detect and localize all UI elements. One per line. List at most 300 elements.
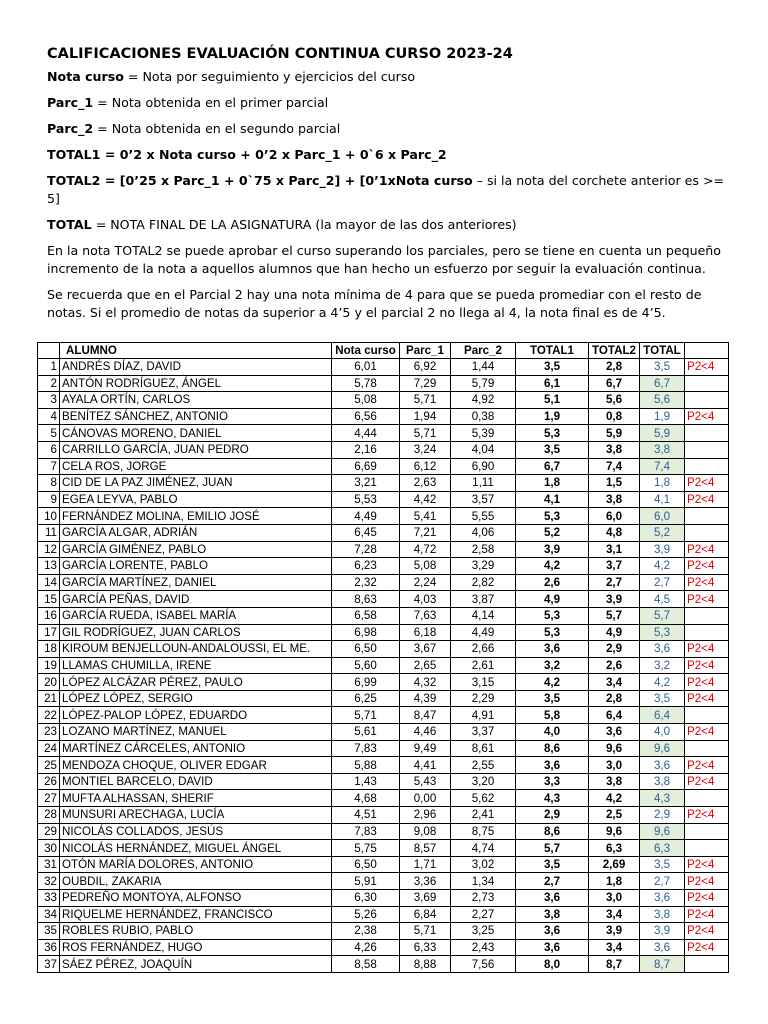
total-cell: 8,7: [640, 956, 685, 973]
flag-cell: P2<4: [685, 475, 729, 492]
nota-curso-cell: 8,63: [332, 591, 400, 608]
row-index: 37: [38, 956, 60, 973]
row-index: 28: [38, 807, 60, 824]
total1-cell: 6,7: [516, 458, 589, 475]
parc1-cell: 4,41: [400, 757, 451, 774]
student-name: GARCÍA GIMÉNEZ, PABLO: [60, 541, 332, 558]
row-index: 17: [38, 624, 60, 641]
parc2-cell: 5,79: [451, 375, 516, 392]
row-index: 23: [38, 724, 60, 741]
total2-cell: 2,5: [589, 807, 640, 824]
student-name: OTÓN MARÍA DOLORES, ANTONIO: [60, 856, 332, 873]
col-total1-header: TOTAL1: [516, 343, 589, 359]
student-name: ANTÓN RODRÍGUEZ, ÁNGEL: [60, 375, 332, 392]
nota-curso-cell: 7,28: [332, 541, 400, 558]
total2-cell: 2,69: [589, 856, 640, 873]
row-index: 15: [38, 591, 60, 608]
total1-cell: 3,5: [516, 359, 589, 376]
parc2-cell: 2,73: [451, 890, 516, 907]
parc2-cell: 2,55: [451, 757, 516, 774]
table-row: [38, 923, 729, 940]
document-title: CALIFICACIONES EVALUACIÓN CONTINUA CURSO 2023-24: [47, 46, 513, 62]
parc2-cell: 4,06: [451, 524, 516, 541]
parc2-cell: 4,74: [451, 840, 516, 857]
nota-curso-cell: 6,30: [332, 890, 400, 907]
total1-cell: 4,3: [516, 790, 589, 807]
flag-cell: P2<4: [685, 591, 729, 608]
total-cell: 6,7: [640, 375, 685, 392]
nota-curso-cell: 5,53: [332, 491, 400, 508]
student-name: ROBLES RUBIO, PABLO: [60, 923, 332, 940]
total1-cell: 5,3: [516, 624, 589, 641]
total2-cell: 9,6: [589, 823, 640, 840]
row-index: 18: [38, 641, 60, 658]
formula-total1-text: TOTAL1 = 0’2 x Nota curso + 0’2 x Parc_1 + 0`6 x Parc_2: [47, 147, 447, 162]
nota-curso-cell: 1,43: [332, 773, 400, 790]
student-name: LLAMAS CHUMILLA, IRENE: [60, 657, 332, 674]
total1-cell: 3,6: [516, 641, 589, 658]
flag-cell: P2<4: [685, 541, 729, 558]
parc2-cell: 4,14: [451, 607, 516, 624]
def-term: Parc_1: [47, 95, 94, 110]
parc1-cell: 4,42: [400, 491, 451, 508]
flag-cell: P2<4: [685, 674, 729, 691]
total-cell: 3,8: [640, 441, 685, 458]
formula-total2-bold: TOTAL2 = [0’25 x Parc_1 + 0`75 x Parc_2] + [0’1xNota curso: [47, 173, 473, 188]
row-index: 24: [38, 740, 60, 757]
total2-cell: 1,5: [589, 475, 640, 492]
total-cell: 2,7: [640, 574, 685, 591]
nota-curso-cell: 6,58: [332, 607, 400, 624]
nota-curso-cell: 6,69: [332, 458, 400, 475]
student-name: AYALA ORTÍN, CARLOS: [60, 392, 332, 409]
total-cell: 1,8: [640, 475, 685, 492]
student-name: CÁNOVAS MORENO, DANIEL: [60, 425, 332, 442]
total2-cell: 3,8: [589, 441, 640, 458]
parc1-cell: 4,39: [400, 690, 451, 707]
total1-cell: 3,5: [516, 441, 589, 458]
parc2-cell: 2,82: [451, 574, 516, 591]
parc2-cell: 4,91: [451, 707, 516, 724]
parc1-cell: 9,08: [400, 823, 451, 840]
def-text: = Nota por seguimiento y ejercicios del curso: [123, 69, 416, 84]
student-name: GARCÍA RUEDA, ISABEL MARÍA: [60, 607, 332, 624]
total2-cell: 8,7: [589, 956, 640, 973]
total2-cell: 0,8: [589, 408, 640, 425]
total2-cell: 7,4: [589, 458, 640, 475]
parc2-cell: 1,11: [451, 475, 516, 492]
total-cell: 2,9: [640, 807, 685, 824]
note-paragraph-1: En la nota TOTAL2 se puede aprobar el curso superando los parciales, pero se tiene en cuenta un pequeño incremento de la nota a aquellos alumnos que han hecho un esfuerzo por seguir la evaluación continua.: [47, 243, 721, 276]
row-index: 21: [38, 690, 60, 707]
total1-cell: 3,6: [516, 757, 589, 774]
flag-cell: [685, 790, 729, 807]
flag-cell: [685, 375, 729, 392]
nota-curso-cell: 8,58: [332, 956, 400, 973]
total-cell: 9,6: [640, 740, 685, 757]
total2-cell: 1,8: [589, 873, 640, 890]
total1-cell: 4,2: [516, 558, 589, 575]
total1-cell: 5,3: [516, 607, 589, 624]
def-term: TOTAL: [47, 217, 92, 232]
table-row: [38, 823, 729, 840]
parc1-cell: 6,18: [400, 624, 451, 641]
total1-cell: 1,9: [516, 408, 589, 425]
total-cell: 3,8: [640, 906, 685, 923]
student-name: MENDOZA CHOQUE, OLIVER EDGAR: [60, 757, 332, 774]
col-alumno-header: ALUMNO: [60, 343, 332, 359]
nota-curso-cell: 4,26: [332, 939, 400, 956]
nota-curso-cell: 4,44: [332, 425, 400, 442]
total2-cell: 3,6: [589, 724, 640, 741]
table-row: [38, 475, 729, 492]
parc2-cell: 2,43: [451, 939, 516, 956]
total2-cell: 3,8: [589, 491, 640, 508]
total-cell: 6,0: [640, 508, 685, 525]
total2-cell: 2,9: [589, 641, 640, 658]
parc1-cell: 4,46: [400, 724, 451, 741]
row-index: 33: [38, 890, 60, 907]
total1-cell: 3,6: [516, 939, 589, 956]
student-name: NICOLÁS COLLADOS, JESÚS: [60, 823, 332, 840]
total-cell: 3,5: [640, 690, 685, 707]
table-row: [38, 558, 729, 575]
nota-curso-cell: 2,38: [332, 923, 400, 940]
def-nota-curso: [47, 68, 737, 86]
table-row: [38, 657, 729, 674]
total2-cell: 3,7: [589, 558, 640, 575]
total1-cell: 3,8: [516, 906, 589, 923]
parc2-cell: 5,62: [451, 790, 516, 807]
table-row: [38, 458, 729, 475]
student-name: GARCÍA PEÑAS, DAVID: [60, 591, 332, 608]
flag-cell: P2<4: [685, 657, 729, 674]
nota-curso-cell: 6,50: [332, 856, 400, 873]
flag-cell: [685, 740, 729, 757]
student-name: CARRILLO GARCÍA, JUAN PEDRO: [60, 441, 332, 458]
parc2-cell: 4,04: [451, 441, 516, 458]
table-row: [38, 375, 729, 392]
parc2-cell: 2,29: [451, 690, 516, 707]
table-row: [38, 740, 729, 757]
parc1-cell: 3,36: [400, 873, 451, 890]
total-cell: 4,5: [640, 591, 685, 608]
total1-cell: 8,6: [516, 823, 589, 840]
table-row: [38, 674, 729, 691]
total-cell: 6,3: [640, 840, 685, 857]
flag-cell: [685, 425, 729, 442]
total-cell: 3,6: [640, 939, 685, 956]
parc2-cell: 3,57: [451, 491, 516, 508]
parc2-cell: 3,87: [451, 591, 516, 608]
parc1-cell: 3,24: [400, 441, 451, 458]
nota-curso-cell: 6,50: [332, 641, 400, 658]
table-row: [38, 939, 729, 956]
total1-cell: 2,6: [516, 574, 589, 591]
flag-cell: P2<4: [685, 757, 729, 774]
parc2-cell: 2,58: [451, 541, 516, 558]
nota-curso-cell: 2,16: [332, 441, 400, 458]
row-index: 7: [38, 458, 60, 475]
table-row: [38, 591, 729, 608]
nota-curso-cell: 4,51: [332, 807, 400, 824]
nota-curso-cell: 5,08: [332, 392, 400, 409]
total-cell: 5,3: [640, 624, 685, 641]
student-name: SÁEZ PÉREZ, JOAQUÍN: [60, 956, 332, 973]
row-index: 11: [38, 524, 60, 541]
total-cell: 3,6: [640, 757, 685, 774]
table-row: [38, 956, 729, 973]
nota-curso-cell: 6,23: [332, 558, 400, 575]
table-header-row: [38, 343, 729, 359]
col-total-header: TOTAL: [640, 343, 685, 359]
flag-cell: P2<4: [685, 558, 729, 575]
total1-cell: 3,6: [516, 923, 589, 940]
parc1-cell: 2,96: [400, 807, 451, 824]
def-term: Parc_2: [47, 121, 94, 136]
total2-cell: 3,8: [589, 773, 640, 790]
table-row: [38, 491, 729, 508]
total2-cell: 4,9: [589, 624, 640, 641]
total2-cell: 3,4: [589, 939, 640, 956]
total2-cell: 3,1: [589, 541, 640, 558]
parc2-cell: 5,55: [451, 508, 516, 525]
table-row: [38, 757, 729, 774]
nota-curso-cell: 6,56: [332, 408, 400, 425]
parc2-cell: 3,20: [451, 773, 516, 790]
total1-cell: 3,5: [516, 690, 589, 707]
total-cell: 3,5: [640, 856, 685, 873]
flag-cell: P2<4: [685, 873, 729, 890]
parc2-cell: 3,02: [451, 856, 516, 873]
total1-cell: 3,6: [516, 890, 589, 907]
flag-cell: [685, 823, 729, 840]
row-index: 31: [38, 856, 60, 873]
parc2-cell: 0,38: [451, 408, 516, 425]
student-name: FERNÁNDEZ MOLINA, EMILIO JOSÉ: [60, 508, 332, 525]
student-name: GARCÍA MARTÍNEZ, DANIEL: [60, 574, 332, 591]
student-name: KIROUM BENJELLOUN-ANDALOUSSI, EL ME.: [60, 641, 332, 658]
total1-cell: 5,7: [516, 840, 589, 857]
parc2-cell: 3,15: [451, 674, 516, 691]
nota-curso-cell: 5,75: [332, 840, 400, 857]
total-cell: 6,4: [640, 707, 685, 724]
table-row: [38, 624, 729, 641]
total-cell: 9,6: [640, 823, 685, 840]
student-name: RIQUELME HERNÁNDEZ, FRANCISCO: [60, 906, 332, 923]
parc1-cell: 5,43: [400, 773, 451, 790]
student-name: PEDREÑO MONTOYA, ALFONSO: [60, 890, 332, 907]
total-cell: 3,6: [640, 641, 685, 658]
nota-curso-cell: 5,88: [332, 757, 400, 774]
row-index: 10: [38, 508, 60, 525]
parc1-cell: 2,63: [400, 475, 451, 492]
total2-cell: 2,6: [589, 657, 640, 674]
table-row: [38, 790, 729, 807]
row-index: 22: [38, 707, 60, 724]
col-flag-header: [685, 343, 729, 359]
table-row: [38, 773, 729, 790]
table-row: [38, 359, 729, 376]
student-name: MARTÍNEZ CÁRCELES, ANTONIO: [60, 740, 332, 757]
formula-total2: [47, 172, 737, 208]
parc1-cell: 5,71: [400, 392, 451, 409]
total2-cell: 3,9: [589, 591, 640, 608]
table-row: [38, 641, 729, 658]
parc1-cell: 6,33: [400, 939, 451, 956]
nota-curso-cell: 6,45: [332, 524, 400, 541]
document-header: [47, 46, 737, 322]
parc1-cell: 8,57: [400, 840, 451, 857]
total2-cell: 5,6: [589, 392, 640, 409]
def-parc2: [47, 120, 737, 138]
flag-cell: [685, 524, 729, 541]
parc2-cell: 8,61: [451, 740, 516, 757]
student-name: MONTIEL BARCELO, DAVID: [60, 773, 332, 790]
parc2-cell: 2,27: [451, 906, 516, 923]
student-name: NICOLÁS HERNÁNDEZ, MIGUEL ÁNGEL: [60, 840, 332, 857]
parc1-cell: 2,65: [400, 657, 451, 674]
student-name: GARCÍA ALGAR, ADRIÁN: [60, 524, 332, 541]
row-index: 30: [38, 840, 60, 857]
parc2-cell: 3,29: [451, 558, 516, 575]
row-index: 29: [38, 823, 60, 840]
nota-curso-cell: 6,25: [332, 690, 400, 707]
row-index: 5: [38, 425, 60, 442]
total-cell: 4,0: [640, 724, 685, 741]
flag-cell: P2<4: [685, 690, 729, 707]
total-cell: 4,2: [640, 558, 685, 575]
flag-cell: [685, 441, 729, 458]
total-cell: 5,2: [640, 524, 685, 541]
parc1-cell: 5,71: [400, 923, 451, 940]
parc1-cell: 2,24: [400, 574, 451, 591]
parc1-cell: 8,47: [400, 707, 451, 724]
student-name: MUNSURI ARECHAGA, LUCÍA: [60, 807, 332, 824]
flag-cell: P2<4: [685, 641, 729, 658]
student-name: LOZANO MARTÍNEZ, MANUEL: [60, 724, 332, 741]
total2-cell: 5,9: [589, 425, 640, 442]
student-name: ANDRÉS DÍAZ, DAVID: [60, 359, 332, 376]
table-row: [38, 840, 729, 857]
total2-cell: 6,3: [589, 840, 640, 857]
total-cell: 3,5: [640, 359, 685, 376]
flag-cell: [685, 458, 729, 475]
table-row: [38, 724, 729, 741]
nota-curso-cell: 3,21: [332, 475, 400, 492]
total1-cell: 8,6: [516, 740, 589, 757]
flag-cell: [685, 956, 729, 973]
row-index: 34: [38, 906, 60, 923]
nota-curso-cell: 6,01: [332, 359, 400, 376]
parc1-cell: 8,88: [400, 956, 451, 973]
total-cell: 5,9: [640, 425, 685, 442]
parc1-cell: 5,71: [400, 425, 451, 442]
flag-cell: [685, 840, 729, 857]
table-row: [38, 873, 729, 890]
flag-cell: P2<4: [685, 939, 729, 956]
total1-cell: 2,9: [516, 807, 589, 824]
flag-cell: P2<4: [685, 359, 729, 376]
total2-cell: 5,7: [589, 607, 640, 624]
flag-cell: P2<4: [685, 773, 729, 790]
nota-curso-cell: 5,71: [332, 707, 400, 724]
total2-cell: 6,7: [589, 375, 640, 392]
table-row: [38, 890, 729, 907]
table-row: [38, 441, 729, 458]
student-name: OUBDIL, ZAKARIA: [60, 873, 332, 890]
def-total: [47, 216, 737, 234]
row-index: 20: [38, 674, 60, 691]
parc2-cell: 2,66: [451, 641, 516, 658]
row-index: 4: [38, 408, 60, 425]
student-name: LÓPEZ LÓPEZ, SERGIO: [60, 690, 332, 707]
parc1-cell: 9,49: [400, 740, 451, 757]
parc2-cell: 4,92: [451, 392, 516, 409]
flag-cell: P2<4: [685, 890, 729, 907]
total1-cell: 3,2: [516, 657, 589, 674]
parc2-cell: 4,49: [451, 624, 516, 641]
row-index: 9: [38, 491, 60, 508]
total1-cell: 5,2: [516, 524, 589, 541]
flag-cell: [685, 624, 729, 641]
parc2-cell: 3,37: [451, 724, 516, 741]
def-term: Nota curso: [47, 69, 124, 84]
nota-curso-cell: 7,83: [332, 740, 400, 757]
total1-cell: 3,9: [516, 541, 589, 558]
nota-curso-cell: 5,78: [332, 375, 400, 392]
student-name: GARCÍA LORENTE, PABLO: [60, 558, 332, 575]
total-cell: 3,2: [640, 657, 685, 674]
parc1-cell: 4,03: [400, 591, 451, 608]
student-name: LÓPEZ-PALOP LÓPEZ, EDUARDO: [60, 707, 332, 724]
parc1-cell: 7,63: [400, 607, 451, 624]
total1-cell: 1,8: [516, 475, 589, 492]
student-name: CID DE LA PAZ JIMÉNEZ, JUAN: [60, 475, 332, 492]
table-row: [38, 856, 729, 873]
def-text: = NOTA FINAL DE LA ASIGNATURA (la mayor de las dos anteriores): [91, 217, 517, 232]
flag-cell: P2<4: [685, 856, 729, 873]
row-index: 2: [38, 375, 60, 392]
total2-cell: 3,9: [589, 923, 640, 940]
parc1-cell: 7,21: [400, 524, 451, 541]
total-cell: 1,9: [640, 408, 685, 425]
table-row: [38, 906, 729, 923]
row-index: 19: [38, 657, 60, 674]
student-name: LÓPEZ ALCÁZAR PÉREZ, PAULO: [60, 674, 332, 691]
nota-curso-cell: 4,68: [332, 790, 400, 807]
total2-cell: 3,0: [589, 757, 640, 774]
formula-total2-rest: – si la nota del corchete anterior es >= 5]: [47, 173, 725, 206]
table-row: [38, 574, 729, 591]
total1-cell: 5,1: [516, 392, 589, 409]
total1-cell: 4,1: [516, 491, 589, 508]
row-index: 8: [38, 475, 60, 492]
total1-cell: 8,0: [516, 956, 589, 973]
total1-cell: 6,1: [516, 375, 589, 392]
row-index: 27: [38, 790, 60, 807]
table-row: [38, 392, 729, 409]
flag-cell: [685, 707, 729, 724]
formula-total1: [47, 146, 737, 164]
row-index: 36: [38, 939, 60, 956]
nota-curso-cell: 5,91: [332, 873, 400, 890]
col-total2-header: TOTAL2: [589, 343, 640, 359]
total2-cell: 4,2: [589, 790, 640, 807]
def-parc1: [47, 94, 737, 112]
parc1-cell: 0,00: [400, 790, 451, 807]
total-cell: 3,9: [640, 541, 685, 558]
